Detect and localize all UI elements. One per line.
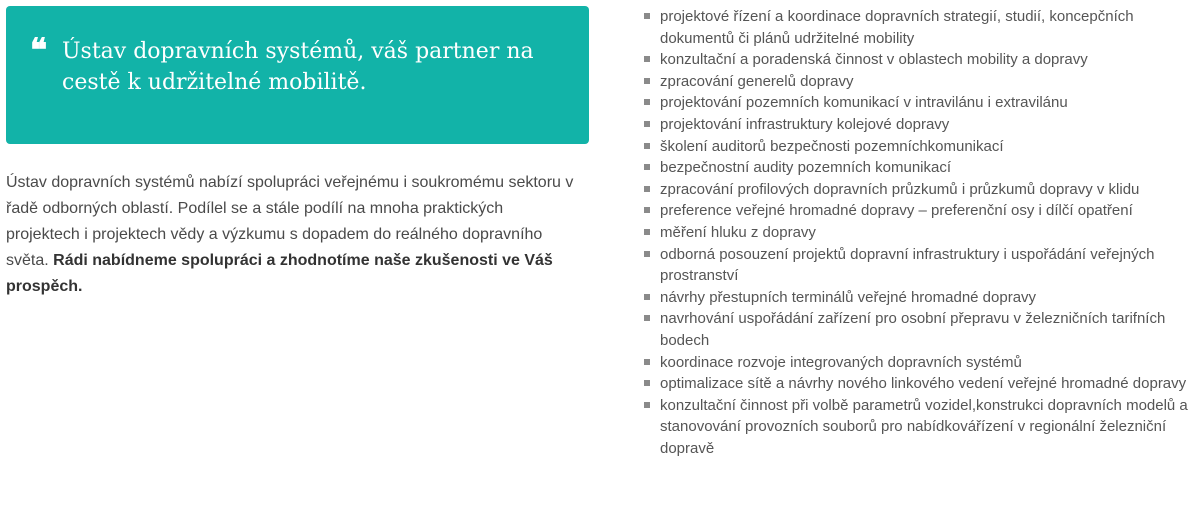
intro-text: Ústav dopravních systémů nabízí spolupráci veřejnému i soukromému sektoru v řadě odborných oblastí. Podílel se a stále podílí na mnoha praktických projektech i projektech vědy a výzkumu s dopadem do reálného dopravního světa. <box>6 174 574 269</box>
square-bullet-icon <box>644 164 650 170</box>
square-bullet-icon <box>644 251 650 257</box>
service-text: projektové řízení a koordinace dopravních strategií, studií, koncepčních dokumentů či plánů udržitelné mobility <box>660 8 1134 47</box>
services-list <box>642 6 1200 459</box>
service-text: preference veřejné hromadné dopravy – preferenční osy i dílčí opatření <box>660 202 1133 220</box>
intro-emphasis: Rádi nabídneme spolupráci a zhodnotíme naše zkušenosti ve Váš prospěch. <box>6 252 553 295</box>
square-bullet-icon <box>644 315 650 321</box>
service-text: zpracování generelů dopravy <box>660 72 854 90</box>
service-text: koordinace rozvoje integrovaných dopravních systémů <box>660 353 1022 371</box>
square-bullet-icon <box>644 294 650 300</box>
right-column <box>642 6 1200 459</box>
service-list-item <box>642 136 1200 158</box>
service-list-item <box>642 71 1200 93</box>
service-list-item <box>642 308 1200 351</box>
service-list-item <box>642 114 1200 136</box>
service-list-item <box>642 244 1200 287</box>
service-list-item <box>642 287 1200 309</box>
square-bullet-icon <box>644 186 650 192</box>
quote-box <box>6 6 589 144</box>
service-text: projektování pozemních komunikací v intravilánu i extravilánu <box>660 94 1068 112</box>
service-text: projektování infrastruktury kolejové dopravy <box>660 115 950 133</box>
square-bullet-icon <box>644 380 650 386</box>
service-text: měření hluku z dopravy <box>660 223 816 241</box>
square-bullet-icon <box>644 359 650 365</box>
square-bullet-icon <box>644 207 650 213</box>
service-list-item <box>642 373 1200 395</box>
service-text: bezpečnostní audity pozemních komunikací <box>660 159 951 177</box>
square-bullet-icon <box>644 229 650 235</box>
service-list-item <box>642 49 1200 71</box>
quote-text: Ústav dopravních systémů, váš partner na cestě k udržitelné mobilitě. <box>62 39 534 95</box>
service-list-item <box>642 200 1200 222</box>
service-text: odborná posouzení projektů dopravní infrastruktury i uspořádání veřejných prostranství <box>660 245 1155 285</box>
quote-icon: ❝ <box>30 31 48 69</box>
square-bullet-icon <box>644 402 650 408</box>
square-bullet-icon <box>644 56 650 62</box>
service-list-item <box>642 352 1200 374</box>
service-list-item <box>642 222 1200 244</box>
service-list-item <box>642 395 1200 460</box>
square-bullet-icon <box>644 143 650 149</box>
left-column <box>6 6 589 316</box>
intro-paragraph <box>6 170 576 300</box>
square-bullet-icon <box>644 78 650 84</box>
service-list-item <box>642 179 1200 201</box>
service-text: konzultační činnost při volbě parametrů vozidel,konstrukci dopravních modelů a stanovování provozních souborů pro nabídkovářízení v regionální železniční dopravě <box>660 396 1188 457</box>
square-bullet-icon <box>644 99 650 105</box>
square-bullet-icon <box>644 121 650 127</box>
service-text: navrhování uspořádání zařízení pro osobní přepravu v železničních tarifních bodech <box>660 310 1166 349</box>
service-text: optimalizace sítě a návrhy nového linkového vedení veřejné hromadné dopravy <box>660 375 1187 393</box>
service-list-item <box>642 6 1200 49</box>
service-list-item <box>642 92 1200 114</box>
square-bullet-icon <box>644 13 650 19</box>
service-list-item <box>642 157 1200 179</box>
service-text: návrhy přestupních terminálů veřejné hromadné dopravy <box>660 288 1037 306</box>
service-text: školení auditorů bezpečnosti pozemníchkomunikací <box>660 137 1004 155</box>
service-text: zpracování profilových dopravních průzkumů i průzkumů dopravy v klidu <box>660 180 1140 198</box>
service-text: konzultační a poradenská činnost v oblastech mobility a dopravy <box>660 51 1088 69</box>
